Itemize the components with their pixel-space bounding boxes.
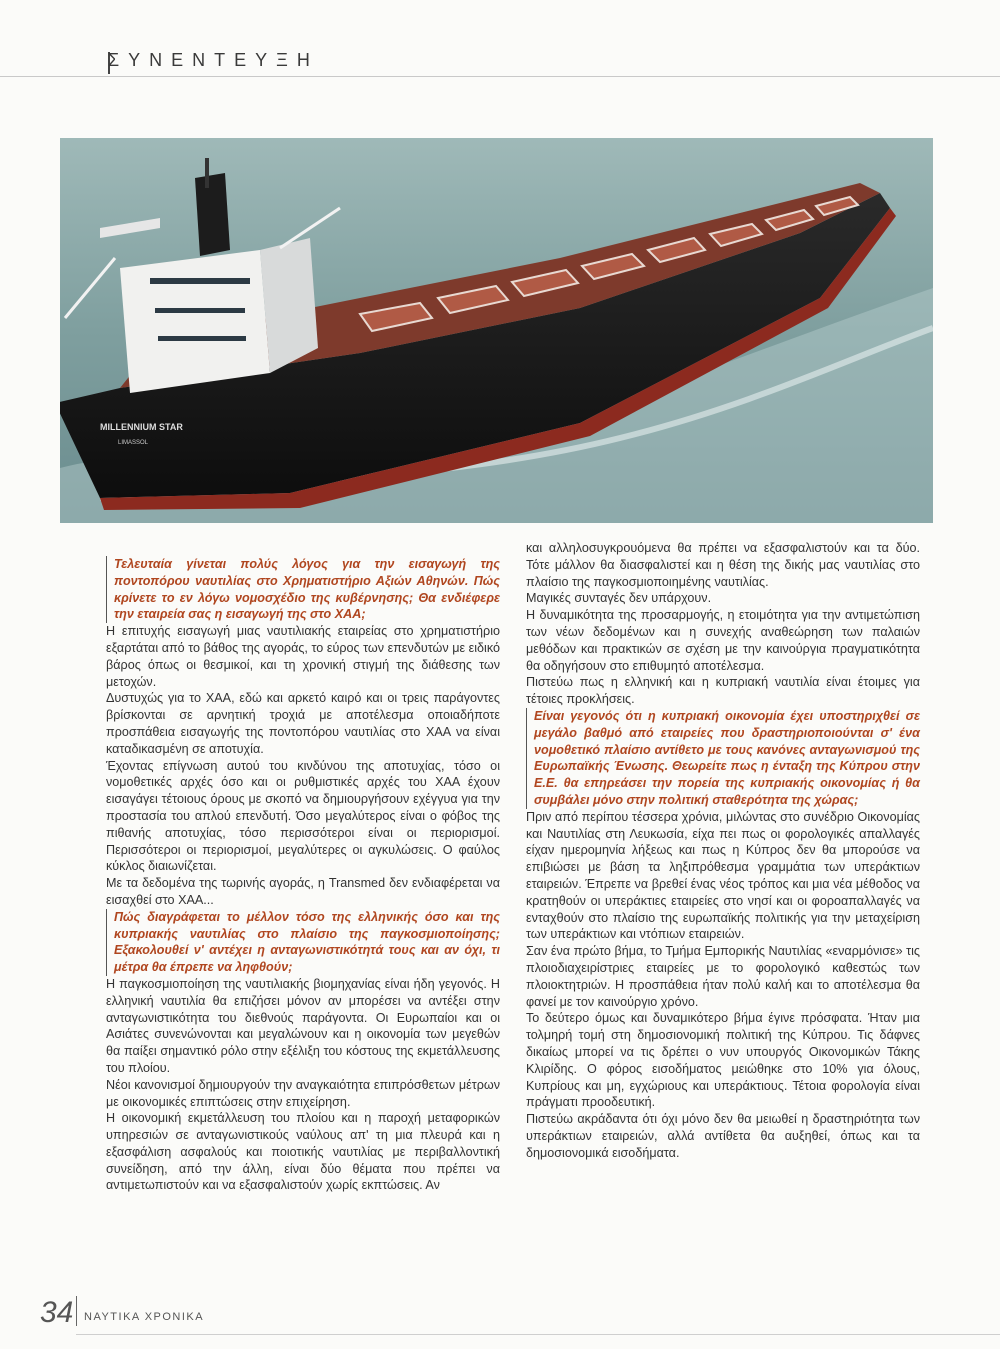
folio-divider (76, 1296, 77, 1326)
section-title: ΣΥΝΕΝΤΕΥΞΗ (108, 50, 319, 70)
answer-2-paragraph-5: Η δυναμικότητα της προσαρμογής, η ετοιμότητα για την αντιμετώπιση των νέων δεδομένων και η συνεχής αναθεώρηση των παλαιών μεθόδων και πρακτικών σε σχέση με την καινούργια πραγματικότητα θα οδηγήσουν στο επιθυμητό αποτέλεσμα. (526, 608, 920, 673)
question-2: Πώς διαγράφεται το μέλλον τόσο της ελληνικής όσο και της κυπριακής ναυτιλίας στο πλαίσιο της παγκοσμιοποίησης; Εξακολουθεί ν' αντέχει η ανταγωνιστικότητά τους και αν όχι, τι μέτρα θα έπρεπε να ληφθούν; (106, 909, 500, 976)
header-rule (0, 76, 1000, 77)
answer-2-paragraph-4: Μαγικές συνταγές δεν υπάρχουν. (526, 591, 712, 606)
page-number: 34 (40, 1296, 74, 1329)
answer-2-paragraph-3: Η οικονομική εκμετάλλευση του πλοίου και η παροχή μεταφορικών υπηρεσιών σε ανταγωνιστικούς ναύλους απ' τη μια πλευρά και η εξασφάλιση ασφαλούς και ποιοτικής ναυτιλίας με περιβαλλοντική συνείδηση, από την άλλη, είναι δύο θέματα που πρέπει να αντιμετωπιστούν και να εξασφαλιστούν χωρίς εκπτώσεις. Αν (106, 1111, 500, 1193)
ship-name-text: MILLENNIUM STAR (100, 422, 183, 432)
answer-3-paragraph-1: Πριν από περίπου τέσσερα χρόνια, μιλώντας στο συνέδριο Οικονομίας και Ναυτιλίας στη Λευκωσία, είχα πει πως οι φορολογικές απαλλαγές είχαν ημερομηνία λήξεως και πως η Κύπρος δεν θα μπορούσε να επιβιώσει με βάση τα ληξιπρόθεσμα γραμμάτια των υπεράκτιων εταιρειών. Έπρεπε να βρεθεί ένας νέος τρόπος και μια νέα μέθοδος να κρατηθούν οι υπεράκτιες εταιρείες στο νησί και οι φοροαπαλλαγές να ενταχθούν στο πλαίσιο της ευρωπαϊκής πολιτικής για την μεταχείριση των υπεράκτιων και ντόπιων εταιρειών. (526, 809, 920, 942)
question-1: Τελευταία γίνεται πολύς λόγος για την εισαγωγή της ποντοπόρου ναυτιλίας στο Χρηματιστήριο Αξιών Αθηνών. Πώς κρίνετε το εν λόγω νομοσχέδιο της κυβέρνησης; Θα ενδιέφερε την εταιρεία σας η εισαγωγή της στο ΧΑΑ; (106, 556, 500, 623)
ship-port-text: LIMASSOL (118, 440, 149, 446)
footer-rule (76, 1334, 1000, 1335)
answer-2-paragraph-2: Νέοι κανονισμοί δημιουργούν την αναγκαιότητα επιπρόσθετων μέτρων με οικονομικές επιπτώσεις στην επιχείρηση. (106, 1077, 500, 1109)
answer-1-paragraph-4: Με τα δεδομένα της τωρινής αγοράς, η Transmed δεν ενδιαφέρεται να εισαχθεί στο ΧΑΑ... (106, 876, 500, 907)
magazine-name: ΝΑΥΤΙΚΑ ΧΡΟΝΙΚΑ (84, 1311, 205, 1323)
answer-3-paragraph-3: Το δεύτερο όμως και δυναμικότερο βήμα έγινε πρόσφατα. Ήταν μια τολμηρή τομή στη δημοσιονομική πολιτική της Κύπρου. Τις δάφνες δικαίως μπορεί να τις δρέπει ο νυν υπουργός Οικονομικών Τάκης Κλιρίδης. Ο φόρος εισοδήματος μειώθηκε στο 10% για όλους, Κυπρίους και μη, εγχώριους και υπεράκτιους. Τέτοια φορολογία είναι πράγματι προοδευτική. (526, 1011, 920, 1110)
answer-2-paragraph-1: Η παγκοσμιοποίηση της ναυτιλιακής βιομηχανίας είναι ήδη γεγονός. Η ελληνική ναυτιλία θα επιζήσει μόνον αν μπορέσει να αντέξει στην ανταγωνιστικότητα του διεθνούς παράγοντα. Οι Ευρωπαίοι και οι Ασιάτες συνενώνονται και μεγαλώνουν και η οικονομία των μεγεθών θα παίξει σημαντικό ρόλο στην εξέλιξη του κόστους της εκμετάλλευσης του πλοίου. (106, 976, 500, 1075)
answer-2-paragraph-6: Πιστεύω πως η ελληνική και η κυπριακή ναυτιλία είναι έτοιμες για τέτοιες προκλήσεις. (526, 675, 920, 707)
answer-1-paragraph-3: Έχοντας επίγνωση αυτού του κινδύνου της αποτυχίας, τόσο οι νομοθετικές αρχές όσο και οι ρυθμιστικές αρχές του ΧΑΑ έχουν εισαγάγει τέτοιους όρους με σκοπό να δημιουργήσουν εχέγγυα για την προστασία του απλού επενδυτή. Όσο μεγαλύτερος είναι ο φόβος της πιθανής αποτυχίας, τόσο περισσότεροι είναι οι περιορισμοί. Περισσότεροι οι περιορισμοί, μεγαλύτερες οι αγκυλώσεις. Ο φαύλος κύκλος διαιωνίζεται. (106, 758, 500, 874)
left-column (106, 556, 500, 1194)
answer-1-paragraph-2: Δυστυχώς για το ΧΑΑ, εδώ και αρκετό καιρό και οι τρεις παράγοντες βρίσκονται σε αρνητική τροχιά με αποτέλεσμα οποιαδήποτε προσπάθεια εισαγωγής της ποντοπόρου ναυτιλίας στο ΧΑΑ να είναι καταδικασμένη σε αποτυχία. (106, 691, 500, 756)
answer-3-paragraph-2: Σαν ένα πρώτο βήμα, το Τμήμα Εμπορικής Ναυτιλίας «εναρμόνισε» τις πλοιοδιαχειρίστριες εταιρείες με το φορολογικό καθεστώς των πλοιοκτητριών. Η προσπάθεια ήταν πολύ καλή και το αποτέλεσμα θα φανεί με τον καινούργιο χρόνο. (526, 944, 920, 1009)
right-column (526, 540, 920, 1161)
ship-photo (60, 138, 933, 523)
answer-3-paragraph-4: Πιστεύω ακράδαντα ότι όχι μόνο δεν θα μειωθεί η δραστηριότητα των υπεράκτιων εταιρειών, αλλά αντίθετα θα αυξηθεί, όπως και τα δημοσιονομικά εισοδήματα. (526, 1112, 920, 1160)
question-3: Είναι γεγονός ότι η κυπριακή οικονομία έχει υποστηριχθεί σε μεγάλο βαθμό από εταιρείες που δραστηριοποιούνται σ' ένα νομοθετικό πλαίσιο αντίθετο με τους κανόνες ανταγωνισμού της Ευρωπαϊκής Ένωσης. Θεωρείτε πως η ένταξη της Κύπρου στην Ε.Ε. θα επηρεάσει την πορεία της κυπριακής οικονομίας ή θα συμβάλει μόνο στην πολιτική σταθερότητα της χώρας; (526, 708, 920, 809)
answer-2-paragraph-3-continued: και αλληλοσυγκρουόμενα θα πρέπει να εξασφαλιστούν και τα δύο. Τότε μάλλον θα διασφαλιστεί και η θέση της δικής μας ναυτιλίας στο πλαίσιο της παγκοσμιοποιημένης ναυτιλίας. (526, 541, 920, 589)
answer-1-paragraph-1: Η επιτυχής εισαγωγή μιας ναυτιλιακής εταιρείας στο χρηματιστήριο εξαρτάται από το βάθος της αγοράς, το εύρος των επενδυτών με ειδικό βάρος όπως οι θεσμικοί, και τη χρονική στιγμή της διάθεσης των μετοχών. (106, 624, 500, 689)
